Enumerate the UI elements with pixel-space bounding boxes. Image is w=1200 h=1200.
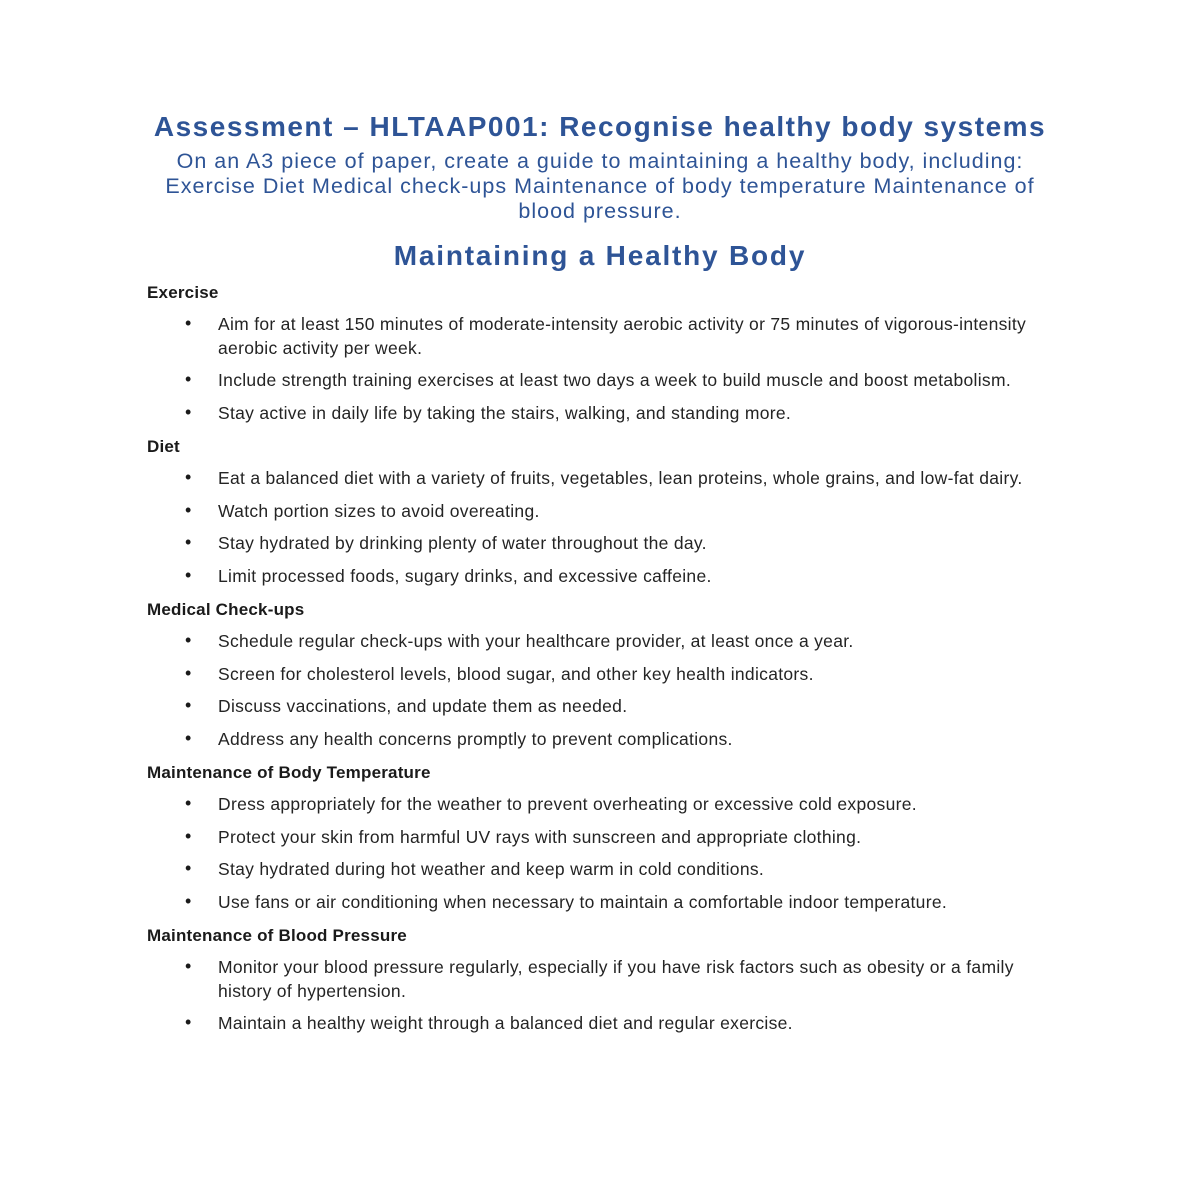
bullet-item: • Include strength training exercises at least two days a week to build muscle and boost metabolism. bbox=[147, 369, 1053, 393]
bullet-item: • Limit processed foods, sugary drinks, and excessive caffeine. bbox=[147, 565, 1053, 589]
bullet-item: • Stay hydrated by drinking plenty of water throughout the day. bbox=[147, 532, 1053, 556]
bullet-list-body-temperature bbox=[147, 793, 1053, 914]
bullet-list-blood-pressure bbox=[147, 956, 1053, 1036]
section-diet bbox=[147, 435, 1053, 588]
section-heading-exercise: Exercise bbox=[147, 283, 219, 302]
guide-heading: Maintaining a Healthy Body bbox=[393, 240, 807, 271]
bullet-item: • Protect your skin from harmful UV rays with sunscreen and appropriate clothing. bbox=[147, 826, 1053, 850]
bullet-item: • Stay hydrated during hot weather and keep warm in cold conditions. bbox=[147, 858, 1053, 882]
bullet-item: • Maintain a healthy weight through a balanced diet and regular exercise. bbox=[147, 1012, 1053, 1036]
bullet-list-medical-check-ups bbox=[147, 630, 1053, 751]
section-heading-medical-check-ups: Medical Check-ups bbox=[147, 600, 305, 619]
bullet-item: • Discuss vaccinations, and update them as needed. bbox=[147, 695, 1053, 719]
bullet-item: • Watch portion sizes to avoid overeating. bbox=[147, 500, 1053, 524]
section-exercise bbox=[147, 281, 1053, 425]
section-heading-body-temperature: Maintenance of Body Temperature bbox=[147, 763, 431, 782]
bullet-item: • Stay active in daily life by taking the stairs, walking, and standing more. bbox=[147, 402, 1053, 426]
bullet-item: • Address any health concerns promptly to prevent complications. bbox=[147, 728, 1053, 752]
bullet-list-diet bbox=[147, 467, 1053, 588]
section-medical-check-ups bbox=[147, 598, 1053, 751]
bullet-list-exercise bbox=[147, 313, 1053, 425]
section-heading-blood-pressure: Maintenance of Blood Pressure bbox=[147, 926, 407, 945]
assessment-title: Assessment – HLTAAP001: Recognise healthy body systems bbox=[153, 111, 1047, 142]
section-body-temperature bbox=[147, 761, 1053, 914]
section-heading-diet: Diet bbox=[147, 437, 180, 456]
bullet-item: • Monitor your blood pressure regularly, especially if you have risk factors such as obesity or a family history of hypertension. bbox=[147, 956, 1053, 1003]
bullet-item: • Schedule regular check-ups with your healthcare provider, at least once a year. bbox=[147, 630, 1053, 654]
bullet-item: • Screen for cholesterol levels, blood sugar, and other key health indicators. bbox=[147, 663, 1053, 687]
bullet-item: • Eat a balanced diet with a variety of fruits, vegetables, lean proteins, whole grains, and low-fat dairy. bbox=[147, 467, 1053, 491]
bullet-item: • Use fans or air conditioning when necessary to maintain a comfortable indoor temperature. bbox=[147, 891, 1053, 915]
bullet-item: • Dress appropriately for the weather to prevent overheating or excessive cold exposure. bbox=[147, 793, 1053, 817]
bullet-item: • Aim for at least 150 minutes of moderate-intensity aerobic activity or 75 minutes of vigorous-intensity aerobic activity per week. bbox=[147, 313, 1053, 360]
assessment-instructions: On an A3 piece of paper, create a guide to maintaining a healthy body, including: Exercise Diet Medical check-ups Maintenance of body temperature Maintenance of blood pressure. bbox=[165, 149, 1035, 223]
section-blood-pressure bbox=[147, 924, 1053, 1036]
